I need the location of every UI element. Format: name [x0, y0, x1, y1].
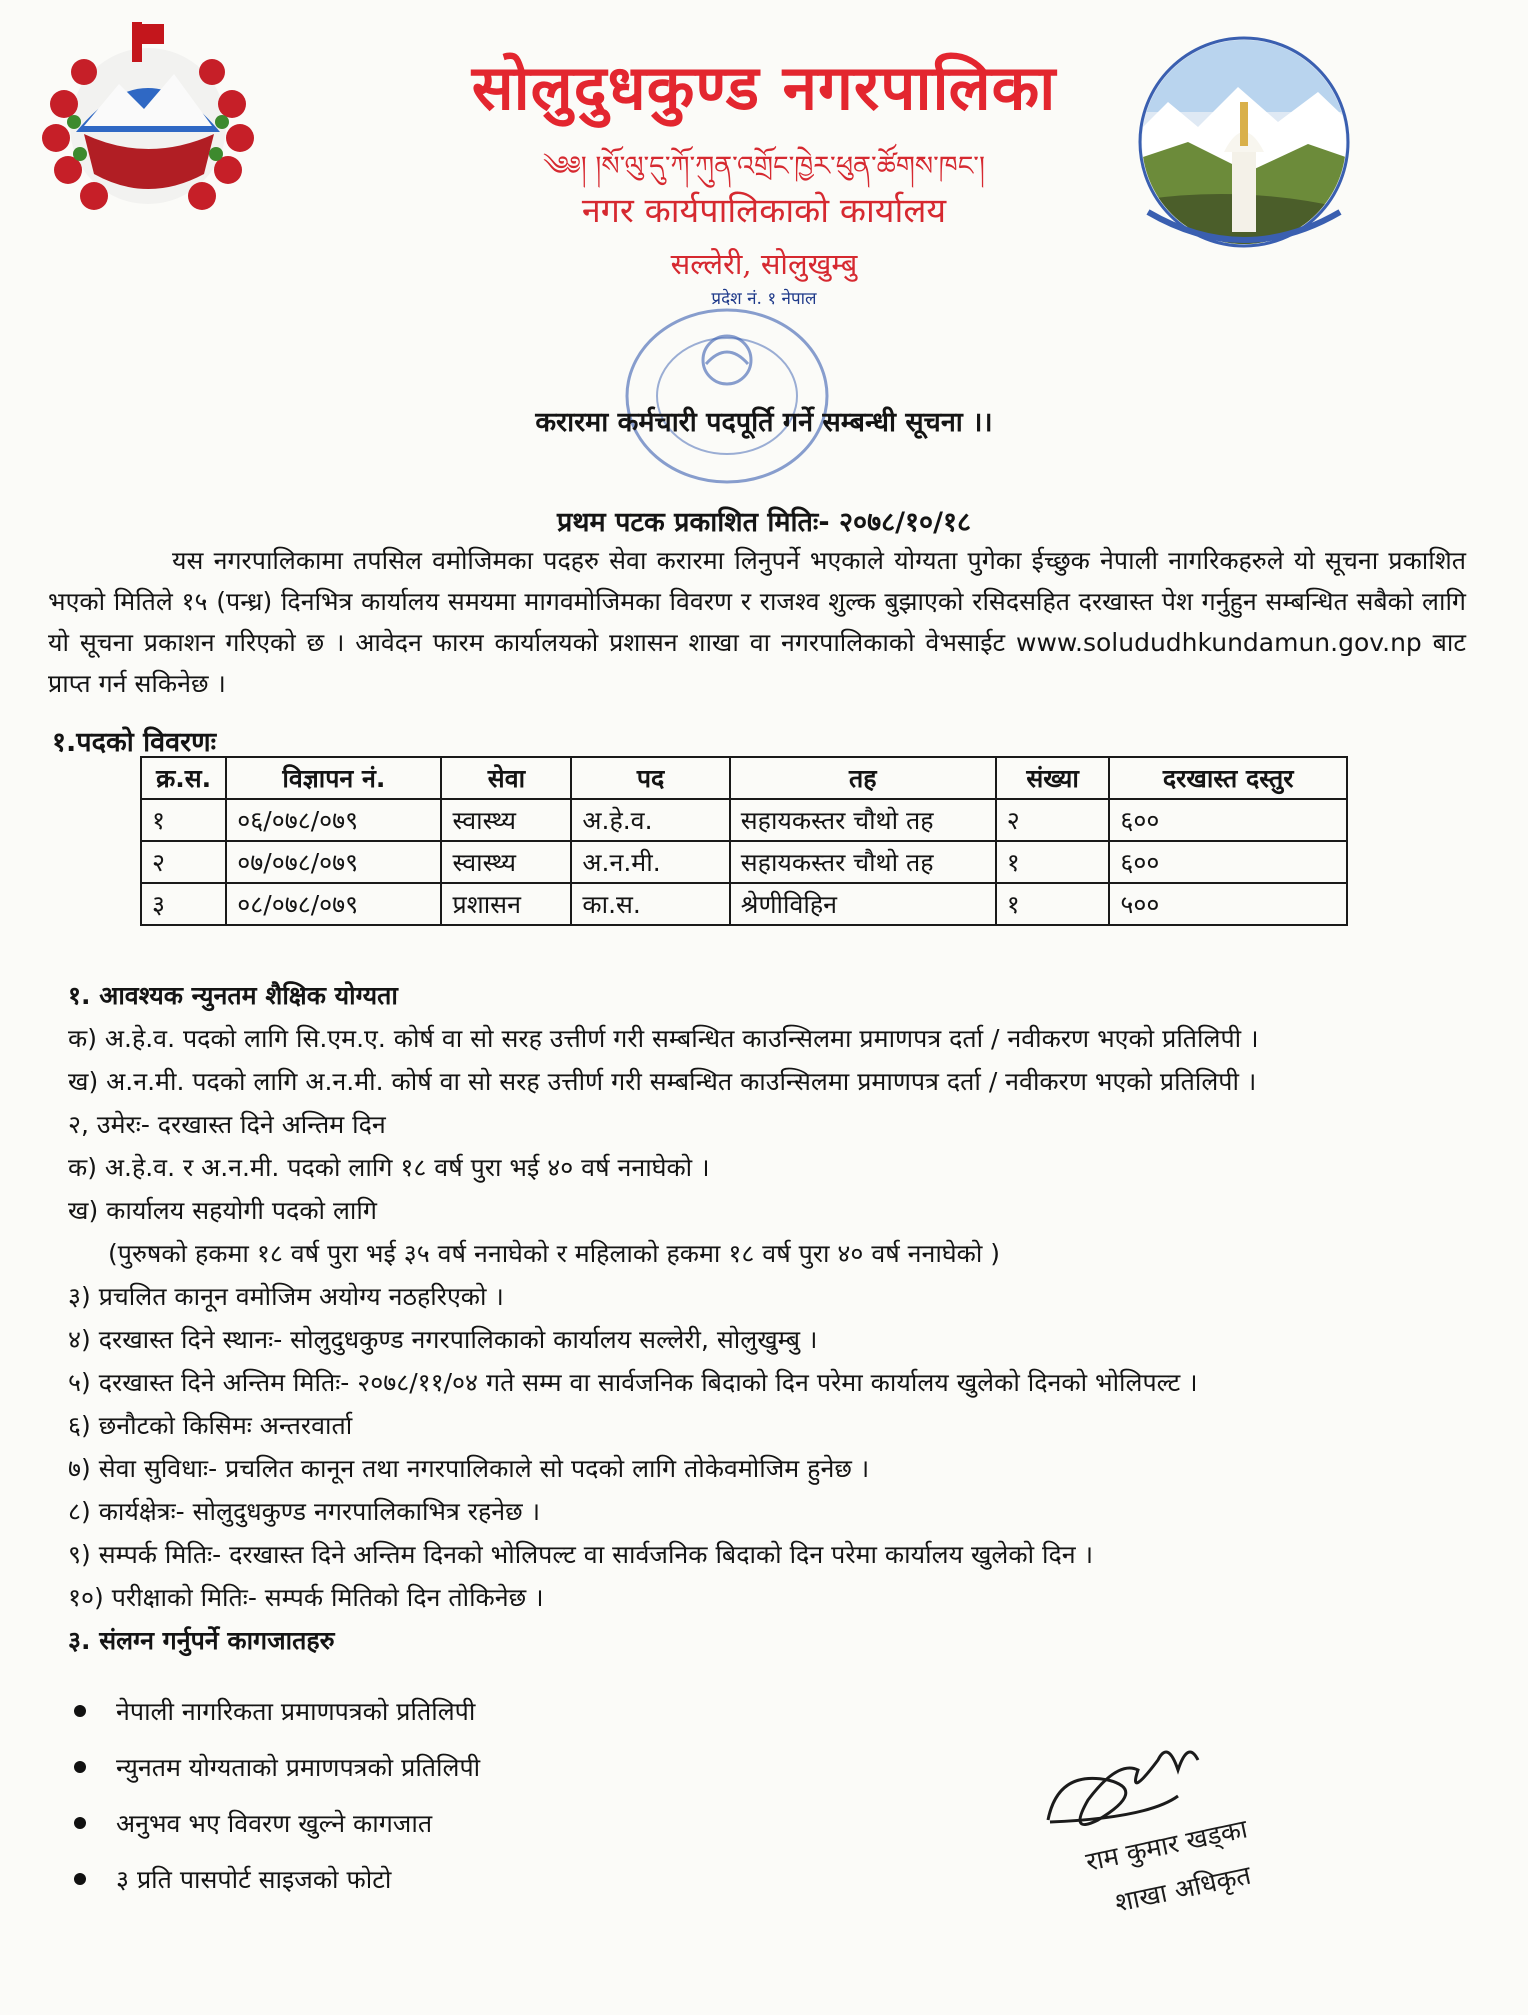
office-address: सल्लेरी, सोलुखुम्बु: [670, 247, 858, 281]
office-stamp: [616, 300, 838, 496]
requirement-item: ४) दरखास्त दिने स्थानः- सोलुदुधकुण्ड नगरपालिकाको कार्यालय सल्लेरी, सोलुखुम्बु ।: [68, 1325, 818, 1354]
section-qualification-title: १. आवश्यक न्युनतम शैक्षिक योग्यता: [68, 981, 398, 1010]
column-header: क्र.स.: [141, 757, 226, 799]
requirement-item: १०) परीक्षाको मितिः- सम्पर्क मितिको दिन तोकिनेछ ।: [68, 1583, 544, 1612]
requirement-item: ८) कार्यक्षेत्रः- सोलुदुधकुण्ड नगरपालिकाभित्र रहनेछ ।: [68, 1497, 541, 1526]
column-header: तह: [730, 757, 996, 799]
table-cell: ३: [141, 883, 226, 925]
table-cell: स्वास्थ्य: [441, 841, 571, 883]
requirement-item: ९) सम्पर्क मितिः- दरखास्त दिने अन्तिम दिनको भोलिपल्ट वा सार्वजनिक बिदाको दिन परेमा कार्यालय खुलेको दिन ।: [68, 1540, 1094, 1569]
table-row: [141, 883, 1347, 925]
list-item: [68, 1750, 480, 1784]
post-details-table: [140, 756, 1348, 926]
table-cell: ६००: [1109, 799, 1347, 841]
bullet-icon: [74, 1817, 86, 1829]
table-cell: ०७/०७८/०७९: [226, 841, 441, 883]
province-label: प्रदेश नं. १ नेपाल: [711, 289, 817, 309]
table-cell: प्रशासन: [441, 883, 571, 925]
section-attachments-title: ३. संलग्न गर्नुपर्ने कागजातहरु: [68, 1626, 335, 1655]
column-header: सेवा: [441, 757, 571, 799]
publish-date: प्रथम पटक प्रकाशित मितिः- २०७८/१०/१८: [556, 507, 972, 538]
requirement-item: ख) अ.न.मी. पदको लागि अ.न.मी. कोर्ष वा सो सरह उत्तीर्ण गरी सम्बन्धित काउन्सिलमा प्रमाणपत्र दर्ता / नवीकरण भएको प्रतिलिपी ।: [68, 1067, 1257, 1096]
table-cell: २: [141, 841, 226, 883]
attachment-label: ३ प्रति पासपोर्ट साइजको फोटो: [116, 1865, 392, 1894]
bullet-icon: [74, 1761, 86, 1773]
column-header: विज्ञापन नं.: [226, 757, 441, 799]
requirement-item: (पुरुषको हकमा १८ वर्ष पुरा भई ३५ वर्ष ननाघेको र महिलाको हकमा १८ वर्ष पुरा ४० वर्ष ननाघेको ): [108, 1239, 1001, 1268]
column-header: संख्या: [996, 757, 1110, 799]
table-cell: ५००: [1109, 883, 1347, 925]
requirement-item: क) अ.हे.व. पदको लागि सि.एम.ए. कोर्ष वा सो सरह उत्तीर्ण गरी सम्बन्धित काउन्सिलमा प्रमाणपत्र दर्ता / नवीकरण भएको प्रतिलिपी ।: [68, 1024, 1259, 1053]
attachment-label: अनुभव भए विवरण खुल्ने कागजात: [116, 1809, 433, 1838]
requirement-item: ६) छनौटको किसिमः अन्तरवार्ता: [68, 1411, 353, 1440]
table-cell: स्वास्थ्य: [441, 799, 571, 841]
table-cell: का.स.: [571, 883, 729, 925]
tibetan-subtitle: ༄༅། །སོ་ལུ་དུ་ཀོ་ཀུན་འགྲོང་ཁྱེར་ཕུན་ཚོགས་ཁང་།: [543, 151, 985, 182]
table-cell: १: [996, 883, 1110, 925]
list-item: [68, 1806, 432, 1840]
table-cell: सहायकस्तर चौथो तह: [730, 799, 996, 841]
column-header: पद: [571, 757, 729, 799]
table-cell: अ.न.मी.: [571, 841, 729, 883]
list-item: [68, 1862, 391, 1896]
requirement-item: ५) दरखास्त दिने अन्तिम मितिः- २०७८/११/०४ गते सम्म वा सार्वजनिक बिदाको दिन परेमा कार्यालय खुलेको दिनको भोलिपल्ट ।: [68, 1368, 1198, 1397]
attachment-label: न्युनतम योग्यताको प्रमाणपत्रको प्रतिलिपी: [116, 1753, 481, 1782]
table-row: [141, 841, 1347, 883]
requirement-item: ३) प्रचलित कानून वमोजिम अयोग्य नठहरिएको ।: [68, 1282, 504, 1311]
table-cell: ६००: [1109, 841, 1347, 883]
signatory-name: राम कुमार खड्का: [1083, 1814, 1251, 1878]
table-cell: १: [996, 841, 1110, 883]
signatory-designation: शाखा अधिकृत: [1112, 1860, 1254, 1919]
officer-signature: [1028, 1700, 1348, 1932]
column-header: दरखास्त दस्तुर: [1109, 757, 1347, 799]
table-cell: ०६/०७८/०७९: [226, 799, 441, 841]
table-cell: २: [996, 799, 1110, 841]
bullet-icon: [74, 1705, 86, 1717]
table-header-row: [141, 757, 1347, 799]
requirement-item: क) अ.हे.व. र अ.न.मी. पदको लागि १८ वर्ष पुरा भई ४० वर्ष ननाघेको ।: [68, 1153, 710, 1182]
list-item: [68, 1694, 475, 1728]
attachment-label: नेपाली नागरिकता प्रमाणपत्रको प्रतिलिपी: [116, 1697, 476, 1726]
requirement-item: ७) सेवा सुविधाः- प्रचलित कानून तथा नगरपालिकाले सो पदको लागि तोकेवमोजिम हुनेछ ।: [68, 1454, 870, 1483]
notice-intro-paragraph: यस नगरपालिकामा तपसिल वमोजिमका पदहरु सेवा करारमा लिनुपर्ने भएकाले योग्यता पुगेका ईच्छुक नेपाली नागरिकहरुले यो सूचना प्रकाशित भएको मितिले १५ (पन्ध्र) दिनभित्र कार्यालय समयमा मागवमोजिमका विवरण र राजश्व शुल्क बुझाएको रसिदसहित दरखास्त पेश गर्नुहुन सम्बन्धित सबैको लागि यो सूचना प्रकाशन गरिएको छ । आवेदन फारम कार्यालयको प्रशासन शाखा वा नगरपालिकाको वेभसाईट www.solududhkundamun.gov.np बाट प्राप्त गर्न सकिनेछ ।: [48, 546, 1466, 698]
table-cell: ०८/०७८/०७९: [226, 883, 441, 925]
section-post-details-title: १.पदको विवरणः: [52, 727, 217, 758]
table-cell: सहायकस्तर चौथो तह: [730, 841, 996, 883]
table-cell: १: [141, 799, 226, 841]
requirement-item: २, उमेरः- दरखास्त दिने अन्तिम दिन: [68, 1110, 386, 1139]
table-cell: अ.हे.व.: [571, 799, 729, 841]
table-cell: श्रेणीविहिन: [730, 883, 996, 925]
office-name: नगर कार्यपालिकाको कार्यालय: [581, 191, 947, 231]
table-row: [141, 799, 1347, 841]
notice-title: करारमा कर्मचारी पदपूर्ति गर्ने सम्बन्धी सूचना ।।: [535, 407, 993, 438]
organization-name: सोलुदुधकुण्ड नगरपालिका: [471, 51, 1057, 124]
requirement-item: ख) कार्यालय सहयोगी पदको लागि: [68, 1196, 377, 1225]
bullet-icon: [74, 1873, 86, 1885]
